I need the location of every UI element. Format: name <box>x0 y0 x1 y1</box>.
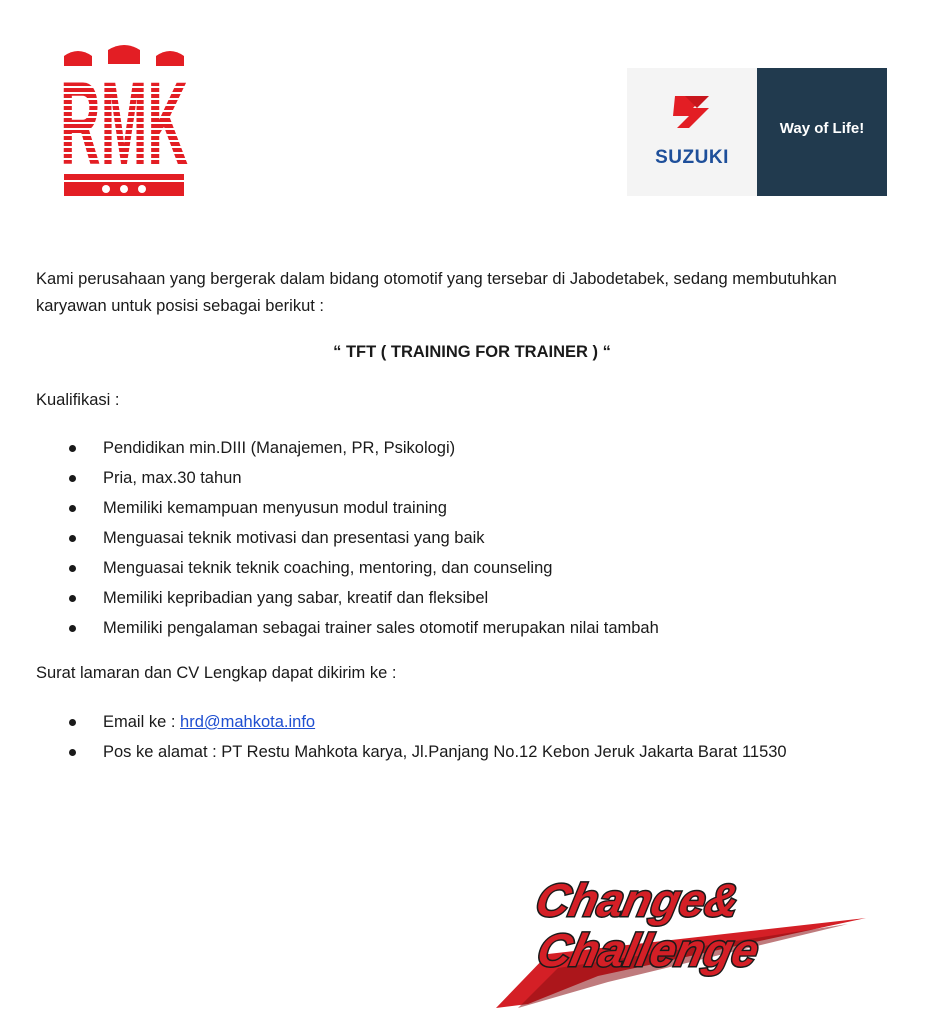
list-item: Memiliki kepribadian yang sabar, kreatif dan fleksibel <box>0 583 900 613</box>
bullet-icon <box>69 719 76 726</box>
list-item: Pendidikan min.DIII (Manajemen, PR, Psikologi) <box>0 433 900 463</box>
bullet-icon <box>69 535 76 542</box>
bullet-icon <box>69 749 76 756</box>
suzuki-logo <box>627 68 887 196</box>
list-item <box>0 707 900 737</box>
change-text: Change& <box>531 874 745 926</box>
bullet-icon <box>69 475 76 482</box>
list-item: Memiliki pengalaman sebagai trainer sales otomotif merupakan nilai tambah <box>0 613 900 643</box>
qualifications-list <box>0 433 900 643</box>
email-link[interactable]: hrd@mahkota.info <box>180 713 316 731</box>
bullet-icon <box>69 565 76 572</box>
change-challenge-logo <box>488 858 868 1010</box>
bullet-icon <box>69 445 76 452</box>
job-title: “ TFT ( TRAINING FOR TRAINER ) “ <box>333 343 611 361</box>
rmk-logo-mark: RMK <box>58 46 190 198</box>
change-challenge-logo-mark <box>488 858 868 1010</box>
suzuki-brand-panel <box>627 68 757 196</box>
application-label: Surat lamaran dan CV Lengkap dapat dikirim ke : <box>36 664 397 682</box>
bullet-icon <box>69 505 76 512</box>
list-item: Menguasai teknik teknik coaching, mentoring, dan counseling <box>0 553 900 583</box>
email-prefix: Email ke : <box>103 713 181 731</box>
list-item: Pria, max.30 tahun <box>0 463 900 493</box>
challenge-text: Challenge <box>532 924 764 976</box>
list-item: Menguasai teknik motivasi dan presentasi yang baik <box>0 523 900 553</box>
suzuki-tagline-panel <box>757 68 887 196</box>
bullet-icon <box>69 595 76 602</box>
postal-address: Pos ke alamat : PT Restu Mahkota karya, Jl.Panjang No.12 Kebon Jeruk Jakarta Barat 11530 <box>103 743 787 761</box>
intro-paragraph: Kami perusahaan yang bergerak dalam bidang otomotif yang tersebar di Jabodetabek, sedang membutuhkan karyawan untuk posisi sebagai berikut : <box>36 270 837 315</box>
suzuki-tagline: Way of Life! <box>779 120 865 137</box>
qualifications-label: Kualifikasi : <box>36 391 120 409</box>
list-item: Memiliki kemampuan menyusun modul training <box>0 493 900 523</box>
suzuki-wordmark: SUZUKI <box>655 147 729 168</box>
suzuki-s-icon <box>627 68 757 148</box>
rmk-logo <box>58 46 329 198</box>
application-list <box>0 707 900 767</box>
list-item <box>0 737 900 767</box>
bullet-icon <box>69 625 76 632</box>
